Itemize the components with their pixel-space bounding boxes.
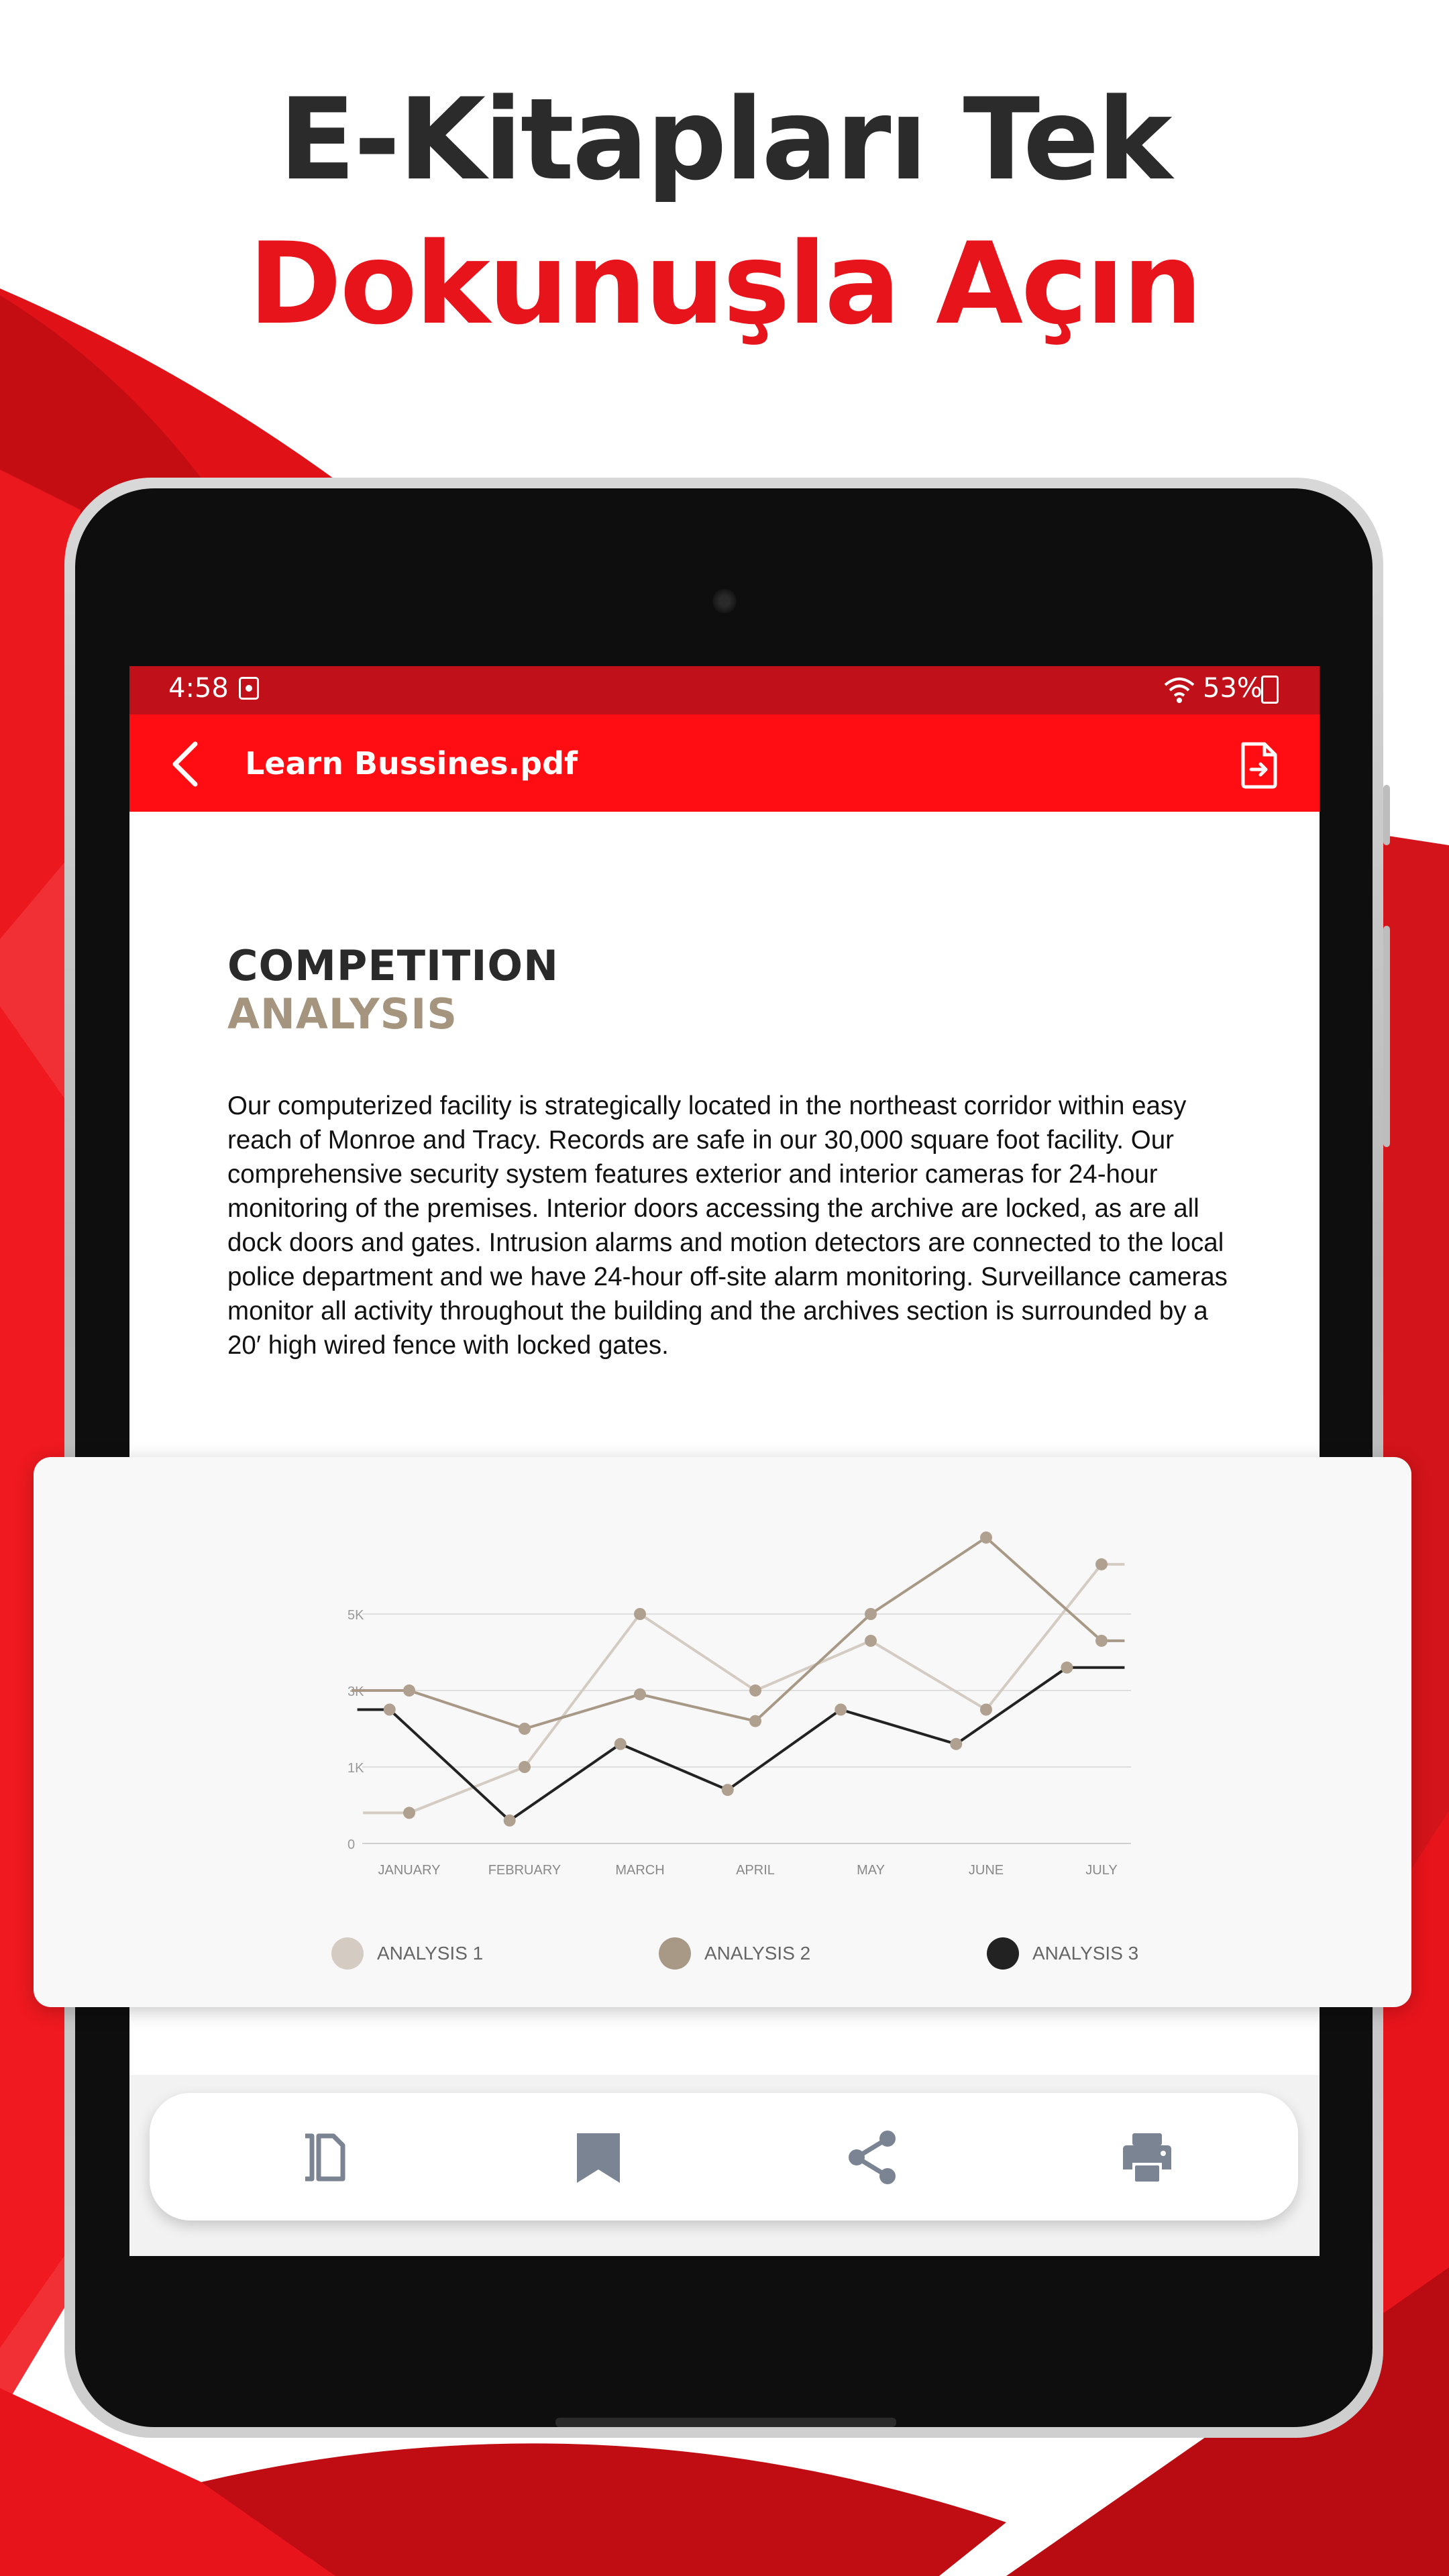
series-line — [363, 1564, 1124, 1813]
promo-headline-line2: Dokunuşla Açın — [248, 218, 1201, 350]
y-tick-label: 5K — [347, 1608, 364, 1623]
legend-label: ANALYSIS 1 — [377, 1943, 484, 1964]
y-tick-label: 0 — [347, 1837, 356, 1852]
chart-card — [34, 1457, 1411, 2007]
print-icon — [1123, 2133, 1171, 2182]
data-point — [980, 1532, 992, 1544]
legend-label: ANALYSIS 3 — [1032, 1943, 1139, 1964]
share-icon — [849, 2131, 896, 2184]
data-point — [519, 1761, 531, 1773]
front-camera — [712, 589, 737, 613]
x-tick-label: FEBRUARY — [488, 1863, 561, 1878]
tablet-volume-button — [1383, 926, 1390, 1147]
data-point — [1095, 1558, 1108, 1570]
data-point — [1061, 1662, 1073, 1674]
share-button[interactable] — [845, 2129, 901, 2186]
data-point — [384, 1704, 396, 1716]
export-button[interactable] — [1238, 740, 1281, 790]
legend-dot — [659, 1937, 691, 1970]
legend-dot — [331, 1937, 364, 1970]
data-point — [634, 1688, 646, 1701]
data-point — [403, 1684, 415, 1697]
data-point — [519, 1723, 531, 1735]
x-tick-label: JUNE — [968, 1863, 1004, 1878]
data-point — [950, 1738, 962, 1750]
page-view-button[interactable] — [296, 2129, 352, 2186]
promo-headline-line1: E-Kitapları Tek — [278, 74, 1171, 205]
data-point — [1095, 1635, 1108, 1647]
data-point — [749, 1684, 761, 1697]
battery-icon — [1261, 676, 1279, 704]
bookmark-icon — [577, 2133, 620, 2183]
file-export-icon — [1243, 744, 1275, 787]
status-time: 4:58 — [168, 673, 229, 704]
document-title: Learn Bussines.pdf — [245, 745, 578, 782]
data-point — [634, 1608, 646, 1620]
back-button[interactable] — [163, 739, 210, 790]
data-point — [504, 1815, 516, 1827]
x-tick-label: MAY — [857, 1863, 885, 1878]
data-point — [865, 1608, 877, 1620]
x-tick-label: MARCH — [615, 1863, 665, 1878]
tablet-power-button — [1383, 785, 1390, 845]
x-tick-label: JANUARY — [378, 1863, 441, 1878]
tablet-bottom-edge — [555, 2418, 896, 2427]
document-body-text: Our computerized facility is strategically located in the northeast corridor within easy reach of Monroe and Tracy. Records are safe in our 30,000 square foot facility. Our comprehensive security system features exterior and interior cameras for 24-hour monitoring of the premises. Interior doors accessing the archive are locked, as are all dock doors and gates. Intrusion alarms and motion detectors are connected to the local police department and we have 24-hour off-site alarm monitoring. Surveillance cameras monitor all activity throughout the building and the archives section is surrounded by a 20′ high wired fence with locked gates. — [227, 1091, 1228, 1360]
document-subheading: ANALYSIS — [227, 989, 458, 1038]
data-point — [614, 1738, 627, 1750]
bookmark-button[interactable] — [570, 2129, 627, 2186]
y-tick-label: 3K — [347, 1684, 364, 1699]
line-chart — [34, 1457, 1411, 2007]
bottom-toolbar — [150, 2093, 1298, 2220]
data-point — [403, 1807, 415, 1819]
battery-percent: 53% — [1203, 673, 1263, 704]
document-heading: COMPETITION — [227, 941, 559, 990]
y-tick-label: 1K — [347, 1761, 364, 1776]
x-tick-label: JULY — [1085, 1863, 1118, 1878]
status-bar — [129, 666, 1320, 714]
print-button[interactable] — [1119, 2129, 1175, 2186]
data-point — [749, 1715, 761, 1727]
chevron-left-icon — [175, 744, 195, 784]
page-view-icon — [305, 2136, 343, 2179]
data-point — [980, 1704, 992, 1716]
notification-icon — [239, 677, 259, 700]
data-point — [865, 1635, 877, 1647]
data-point — [722, 1784, 734, 1796]
legend-dot — [987, 1937, 1019, 1970]
data-point — [835, 1704, 847, 1716]
wifi-icon — [1163, 674, 1196, 705]
series-line — [352, 1538, 1124, 1729]
legend-label: ANALYSIS 2 — [704, 1943, 811, 1964]
x-tick-label: APRIL — [736, 1863, 775, 1878]
app-bar — [129, 714, 1320, 812]
